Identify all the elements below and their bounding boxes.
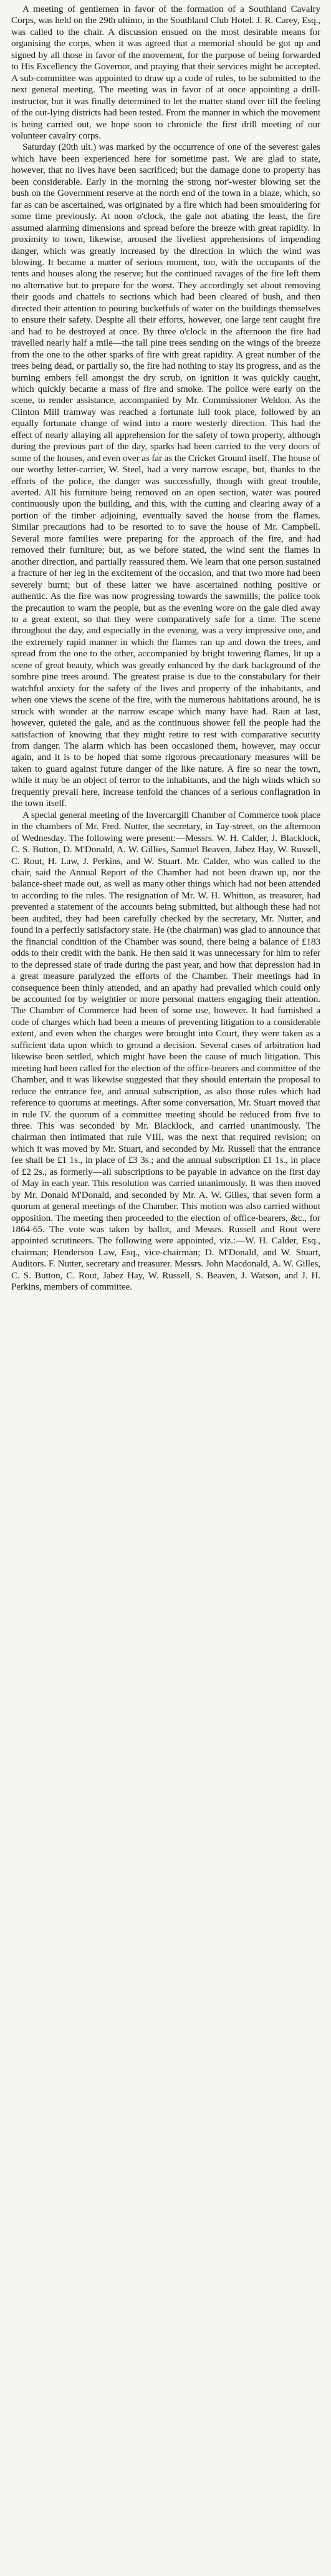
bush-fire-paragraph: Saturday (20th ult.) was marked by the occurrence of one of the severest gales which have been experienced here for sometime past. We are glad to state, however, that no lives have been sacrificed; but the damage done to property has been considerable. Early in the morning the strong nor'-wester blowing set the bush on the Government reserve at the north end of the town in a blaze, which, so far as can be ascertained, was originated by a fire which had been smouldering for some time previously. At noon o'clock, the gale not abating the least, the fire assumed alarming dimensions and spread before the breeze with great rapidity. In proximity to town, likewise, aroused the liveliest apprehensions of impending danger, which was greatly increased by the direction in which the wind was blowing. It became a matter of serious moment, too, with the occupants of the tents and houses along the reserve; but the continued ravages of the fire left them no alternative but to prepare for the worst. They accordingly set about removing their goods and chattels to sections which had been cleared of bush, and then directed their attention to pouring bucketfuls of water on the buildings themselves to ensure their safety. Despite all their efforts, however, one large tent caught fire and had to be destroyed at once. By three o'clock in the afternoon the fire had travelled nearly half a mile—the tall pine trees sending on the wings of the breeze from the one to the other sparks of fire with great rapidity. A great number of the trees being dead, or partially so, the fire had nothing to stay its progress, and as the burning embers fell amongst the dry scrub, on ignition it was quickly caught, which quickly became a mass of fire and smoke. The police were early on the scene, to render assistance, accompanied by Mr. Commissioner Weldon. As the Clinton Mill tramway was reached a fortunate lull took place, followed by an equally fortunate change of wind into a more westerly direction. This had the effect of nearly allaying all apprehension for the safety of town property, although during the previous part of the day, sparks had been carried to the very doors of some of the houses, and even over as far as the Cricket Ground itself. The house of our worthy letter-carrier, W. Steel, had a very narrow escape, but, thanks to the efforts of the police, the danger was successfully, though with great trouble, averted. All his furniture being removed on an open section, water was poured continuously upon the building, and this, with the cutting and clearing away of a portion of the timber adjoining, eventually saved the house from the flames. Similar precautions had to be resorted to to save the house of Mr. Campbell. Several more families were preparing for the approach of the fire, and had removed their furniture; but, as we before stated, the wind sent the flames in another direction, and partially reassured them. We learn that one person sustained a fracture of her leg in the excitement of the occasion, and that two more had been severely burnt; but of these latter we have ascertained nothing positive or authentic. As the fire was now progressing towards the sawmills, the police took the precaution to warn the people, but as the evening wore on the gale died away to a great extent, so that they were comparatively safe for a time. The scene throughout the day, and especially in the evening, was a very impressive one, and the extremely rapid manner in which the flames ran up and down the trees, and spread from the one to the other, accompanied by bright towering flames, lit up a scene of great beauty, which was greatly enhanced by the dark background of the sombre pine trees around. The greatest praise is due to the constabulary for their watchful anxiety for the safety of the lives and property of the inhabitants, and when one views the scene of the fire, with the numerous habitations around, he is struck with wonder at the narrow escape which many have had. Rain at last, however, quieted the gale, and as the continuous shower fell the people had the satisfaction of knowing that they might retire to rest with comparative security from danger. The alarm which has been occasioned them, however, may occur again, and it is to be hoped that some rigorous precautionary measures will be taken to guard against future danger of the like nature. A fire so near the town, while it may be an object of terror to the inhabitants, and the high winds which so frequently prevail here, increase tenfold the chances of a serious conflagration in the town itself. [11, 142, 320, 809]
newspaper-column [11, 4, 320, 2571]
chamber-of-commerce-paragraph: A special general meeting of the Invercargill Chamber of Commerce took place in the chambers of Mr. Fred. Nutter, the secretary, in Tay-street, on the afternoon of Wednesday. The following were present:—Messrs. W. H. Calder, J. Blacklock, C. S. Button, D. M'Donald, A. W. Gillies, Samuel Beaven, Jabez Hay, W. Russell, C. Rout, H. Law, J. Perkins, and W. Stuart. Mr. Calder, who was called to the chair, said the Annual Report of the Chamber had not been drawn up, nor the balance-sheet made out, as well as many other things which had not been attended to according to the rules. The resignation of Mr. W. H. Whitton, as treasurer, had prevented a statement of the accounts being submitted, but although these had not been audited, they had been carefully checked by the secretary, Mr. Nutter, and found in a perfectly satisfactory state. He (the chairman) was glad to announce that the financial condition of the Chamber was sound, there being a balance of £183 odds to their credit with the bank. He then said it was unnecessary for him to refer to the depressed state of trade during the past year, and how that depression had in a great measure paralyzed the efforts of the Chamber. Their meetings had in consequence been thinly attended, and an apathy had prevailed which could only be accounted for by weightier or more personal matters engaging their attention. The Chamber of Commerce had been of some use, however. It had furnished a code of charges which had been a means of preventing litigation to a considerable extent, and even when the charges were brought into Court, they were taken as a sufficient data upon which to ground a decision. Several cases of arbitration had likewise been settled, which might have been the cause of much litigation. This meeting had been called for the election of the office-bearers and committee of the Chamber, and it was likewise suggested that they should entertain the proposal to reduce the entrance fee, and annual subscription, as also those rules which had reference to quorums at meetings. After some conversation, Mr. Stuart moved that in rule IV. the quorum of a committee meeting should be reduced from five to three. This was seconded by Mr. Blacklock, and carried unanimously. The chairman then intimated that rule VIII. was the next that required revision; on which it was moved by Mr. Stuart, and seconded by Mr. Russell that the entrance fee shall be £1 1s., in place of £3 3s.; and the annual subscription £1 1s., in place of £2 2s., as formerly—all subscriptions to be payable in advance on the first day of May in each year. This resolution was carried unanimously. It was then moved by Mr. Donald M'Donald, and seconded by Mr. A. W. Gilles, that seven form a quorum at general meetings of the Chamber. This motion was also carried without opposition. The meeting then proceeded to the election of office-bearers, &c., for 1864-65. The vote was taken by ballot, and Messrs. Russell and Rout were appointed scrutineers. The following were appointed, viz.:—W. H. Calder, Esq., chairman; Henderson Law, Esq., vice-chairman; D. M'Donald, and W. Stuart, Auditors. F. Nutter, secretary and treasurer. Messrs. John Macdonald, A. W. Gilles, C. S. Button, C. Rout, Jabez Hay, W. Russell, S. Beaven, J. Watson, and J. H. Perkins, members of committee. [11, 809, 320, 1293]
cavalry-corps-paragraph: A meeting of gentlemen in favor of the formation of a Southland Cavalry Corps, was held on the 29th ultimo, in the Southland Club Hotel. J. R. Carey, Esq., was called to the chair. A discussion ensued on the most desirable means for organising the corps, when it was agreed that a memorial should be got up and signed by all those in favor of the movement, for the purpose of being forwarded to His Excellency the Governor, and praying that their services might be accepted. A sub-committee was appointed to draw up a code of rules, to be submitted to the next general meeting. The meeting was in favor of at once appointing a drill-instructor, but it was finally determined to let the matter stand over till the feeling of the out-lying districts had been tested. From the manner in which the movement is being carried out, we hope soon to chronicle the first drill meeting of our volunteer cavalry corps. [11, 4, 320, 141]
